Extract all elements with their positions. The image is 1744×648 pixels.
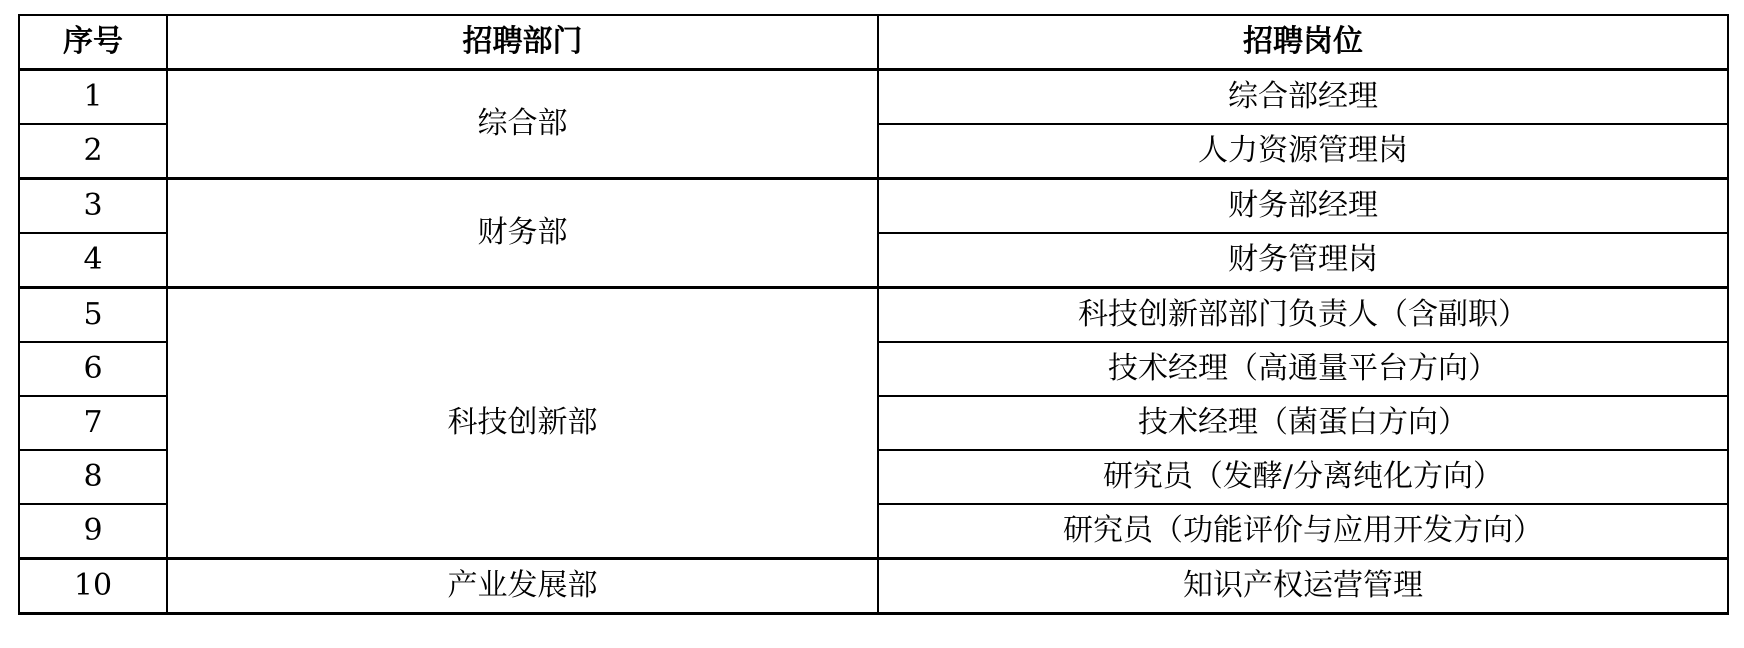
- table-row: [19, 559, 1728, 614]
- cell-position: 研究员（功能评价与应用开发方向）: [878, 504, 1728, 559]
- table-body: [19, 70, 1728, 614]
- cell-position: 技术经理（高通量平台方向）: [878, 342, 1728, 396]
- cell-position: 综合部经理: [878, 70, 1728, 125]
- table-row: [19, 288, 1728, 343]
- cell-index: 2: [19, 124, 167, 179]
- table-row: [19, 179, 1728, 234]
- cell-department: 产业发展部: [167, 559, 878, 614]
- cell-department: 财务部: [167, 179, 878, 288]
- cell-position: 科技创新部部门负责人（含副职）: [878, 288, 1728, 343]
- cell-position: 研究员（发酵/分离纯化方向）: [878, 450, 1728, 504]
- table-row: [19, 70, 1728, 125]
- cell-index: 6: [19, 342, 167, 396]
- cell-index: 3: [19, 179, 167, 234]
- cell-index: 4: [19, 233, 167, 288]
- cell-position: 知识产权运营管理: [878, 559, 1728, 614]
- cell-position: 财务部经理: [878, 179, 1728, 234]
- recruitment-table: [18, 14, 1729, 615]
- table-header: [19, 15, 1728, 70]
- cell-department: 综合部: [167, 70, 878, 179]
- cell-index: 10: [19, 559, 167, 614]
- cell-index: 8: [19, 450, 167, 504]
- header-row: [19, 15, 1728, 70]
- cell-position: 财务管理岗: [878, 233, 1728, 288]
- cell-index: 1: [19, 70, 167, 125]
- cell-department: 科技创新部: [167, 288, 878, 559]
- header-department: 招聘部门: [167, 15, 878, 70]
- cell-index: 7: [19, 396, 167, 450]
- cell-position: 人力资源管理岗: [878, 124, 1728, 179]
- header-position: 招聘岗位: [878, 15, 1728, 70]
- cell-index: 5: [19, 288, 167, 343]
- cell-position: 技术经理（菌蛋白方向）: [878, 396, 1728, 450]
- header-index: 序号: [19, 15, 167, 70]
- cell-index: 9: [19, 504, 167, 559]
